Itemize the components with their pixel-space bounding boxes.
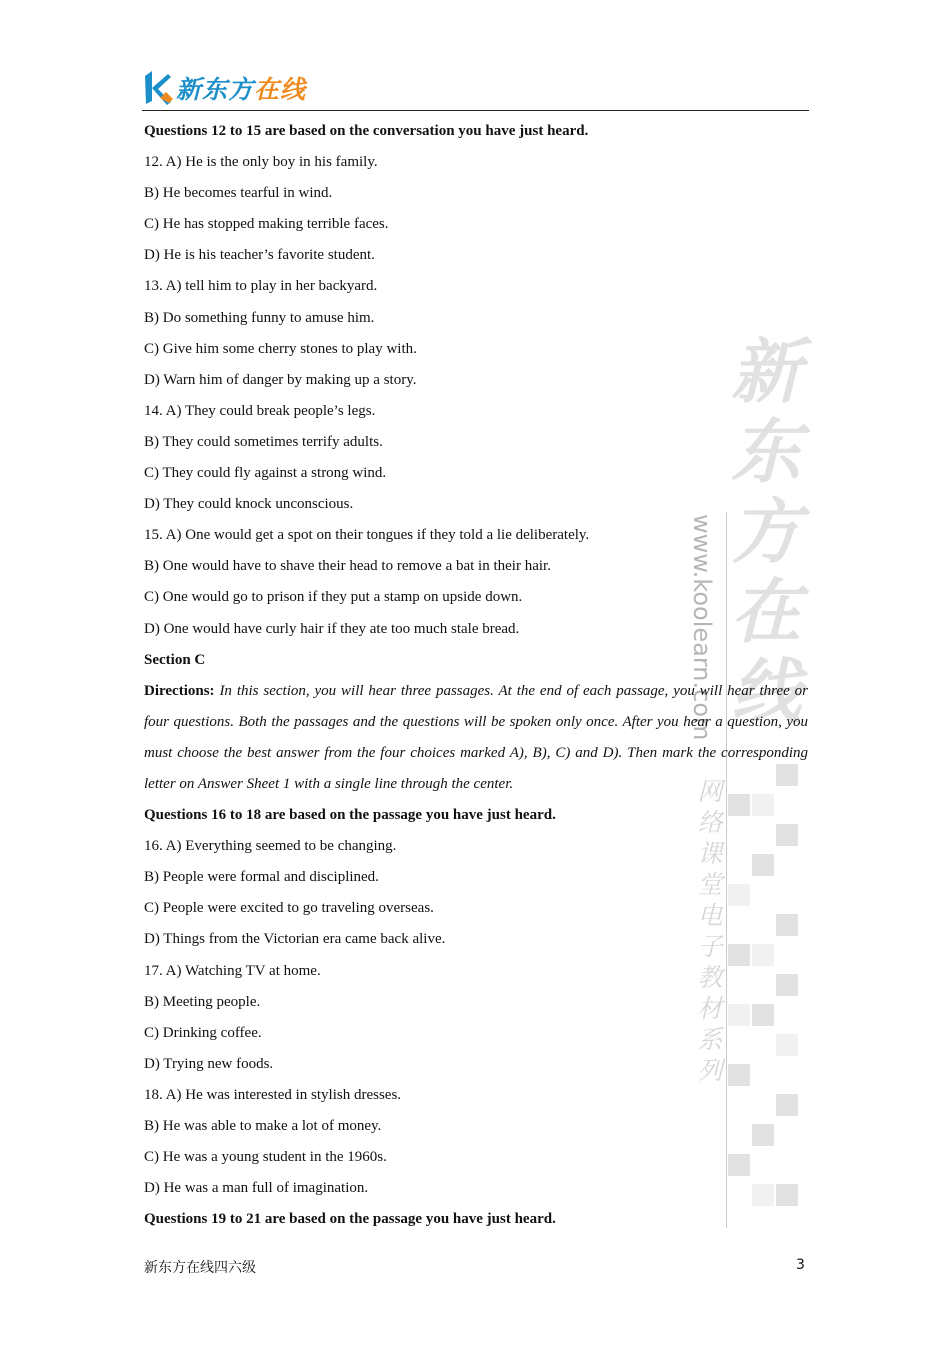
watermark-url: www.koolearn.com: [688, 514, 716, 741]
answer-option: B) They could sometimes terrify adults.: [144, 433, 383, 450]
answer-option: 12. A) He is the only boy in his family.: [144, 154, 378, 171]
answer-option: D) Warn him of danger by making up a story.: [144, 371, 417, 388]
answer-option: C) One would go to prison if they put a stamp on upside down.: [144, 589, 523, 606]
answer-option: D) Trying new foods.: [144, 1055, 274, 1072]
answer-option: B) One would have to shave their head to remove a bat in their hair.: [144, 558, 551, 575]
page-number: 3: [796, 1257, 805, 1273]
answer-option: C) He was a young student in the 1960s.: [144, 1149, 387, 1166]
answer-option: 15. A) One would get a spot on their tongues if they told a lie deliberately.: [144, 527, 590, 544]
answer-option: 18. A) He was interested in stylish dresses.: [144, 1086, 402, 1103]
answer-option: 16. A) Everything seemed to be changing.: [144, 838, 397, 855]
directions-paragraph: [144, 676, 808, 800]
question-block-16-21: [144, 800, 808, 1235]
logo-mark-icon: [142, 68, 174, 108]
answer-option: 14. A) They could break people’s legs.: [144, 402, 376, 419]
logo-text-part1: 新东方: [176, 75, 255, 104]
header-rule: [142, 110, 809, 111]
answer-option: B) Do something funny to amuse him.: [144, 309, 375, 326]
answer-option: B) People were formal and disciplined.: [144, 869, 379, 886]
logo-text-part2: 在线: [254, 75, 307, 104]
answer-option: 17. A) Watching TV at home.: [144, 962, 321, 979]
answer-option: C) Drinking coffee.: [144, 1024, 262, 1041]
footer-title: 新东方在线四六级: [144, 1260, 256, 1276]
document-body: [144, 116, 808, 1235]
answer-option: B) Meeting people.: [144, 993, 261, 1010]
directions-label: Directions:: [144, 682, 215, 699]
section-heading: Questions 19 to 21 are based on the passage you have just heard.: [144, 1211, 556, 1228]
logo-text: [176, 70, 306, 106]
answer-option: C) He has stopped making terrible faces.: [144, 216, 389, 233]
answer-option: D) They could knock unconscious.: [144, 496, 354, 513]
watermark-brand: 新东方在线: [731, 330, 801, 733]
logo: [142, 66, 306, 110]
answer-option: D) Things from the Victorian era came back alive.: [144, 931, 446, 948]
answer-option: D) One would have curly hair if they ate too much stale bread.: [144, 620, 520, 637]
watermark-series: 网络课堂电子教材系列: [697, 777, 723, 1085]
answer-option: C) Give him some cherry stones to play with.: [144, 340, 417, 357]
section-heading: Questions 16 to 18 are based on the passage you have just heard.: [144, 807, 556, 824]
section-heading: Section C: [144, 651, 206, 668]
directions-text: In this section, you will hear three passages. At the end of each passage, you will hear three or four questions. Both the passages and the questions will be spoken only once. After you hear a question, you must choose the best answer from the four choices marked A), B), C) and D). Then mark the corresponding letter on Answer Sheet 1 with a single line through the center.: [144, 682, 808, 792]
answer-option: D) He was a man full of imagination.: [144, 1180, 369, 1197]
answer-option: 13. A) tell him to play in her backyard.: [144, 278, 378, 295]
answer-option: D) He is his teacher’s favorite student.: [144, 247, 375, 264]
answer-option: B) He was able to make a lot of money.: [144, 1118, 382, 1134]
answer-option: C) They could fly against a strong wind.: [144, 465, 387, 482]
answer-option: B) He becomes tearful in wind.: [144, 185, 333, 202]
section-heading: Questions 12 to 15 are based on the conversation you have just heard.: [144, 123, 589, 139]
answer-option: C) People were excited to go traveling overseas.: [144, 900, 434, 917]
question-block-12-15: [144, 116, 808, 676]
